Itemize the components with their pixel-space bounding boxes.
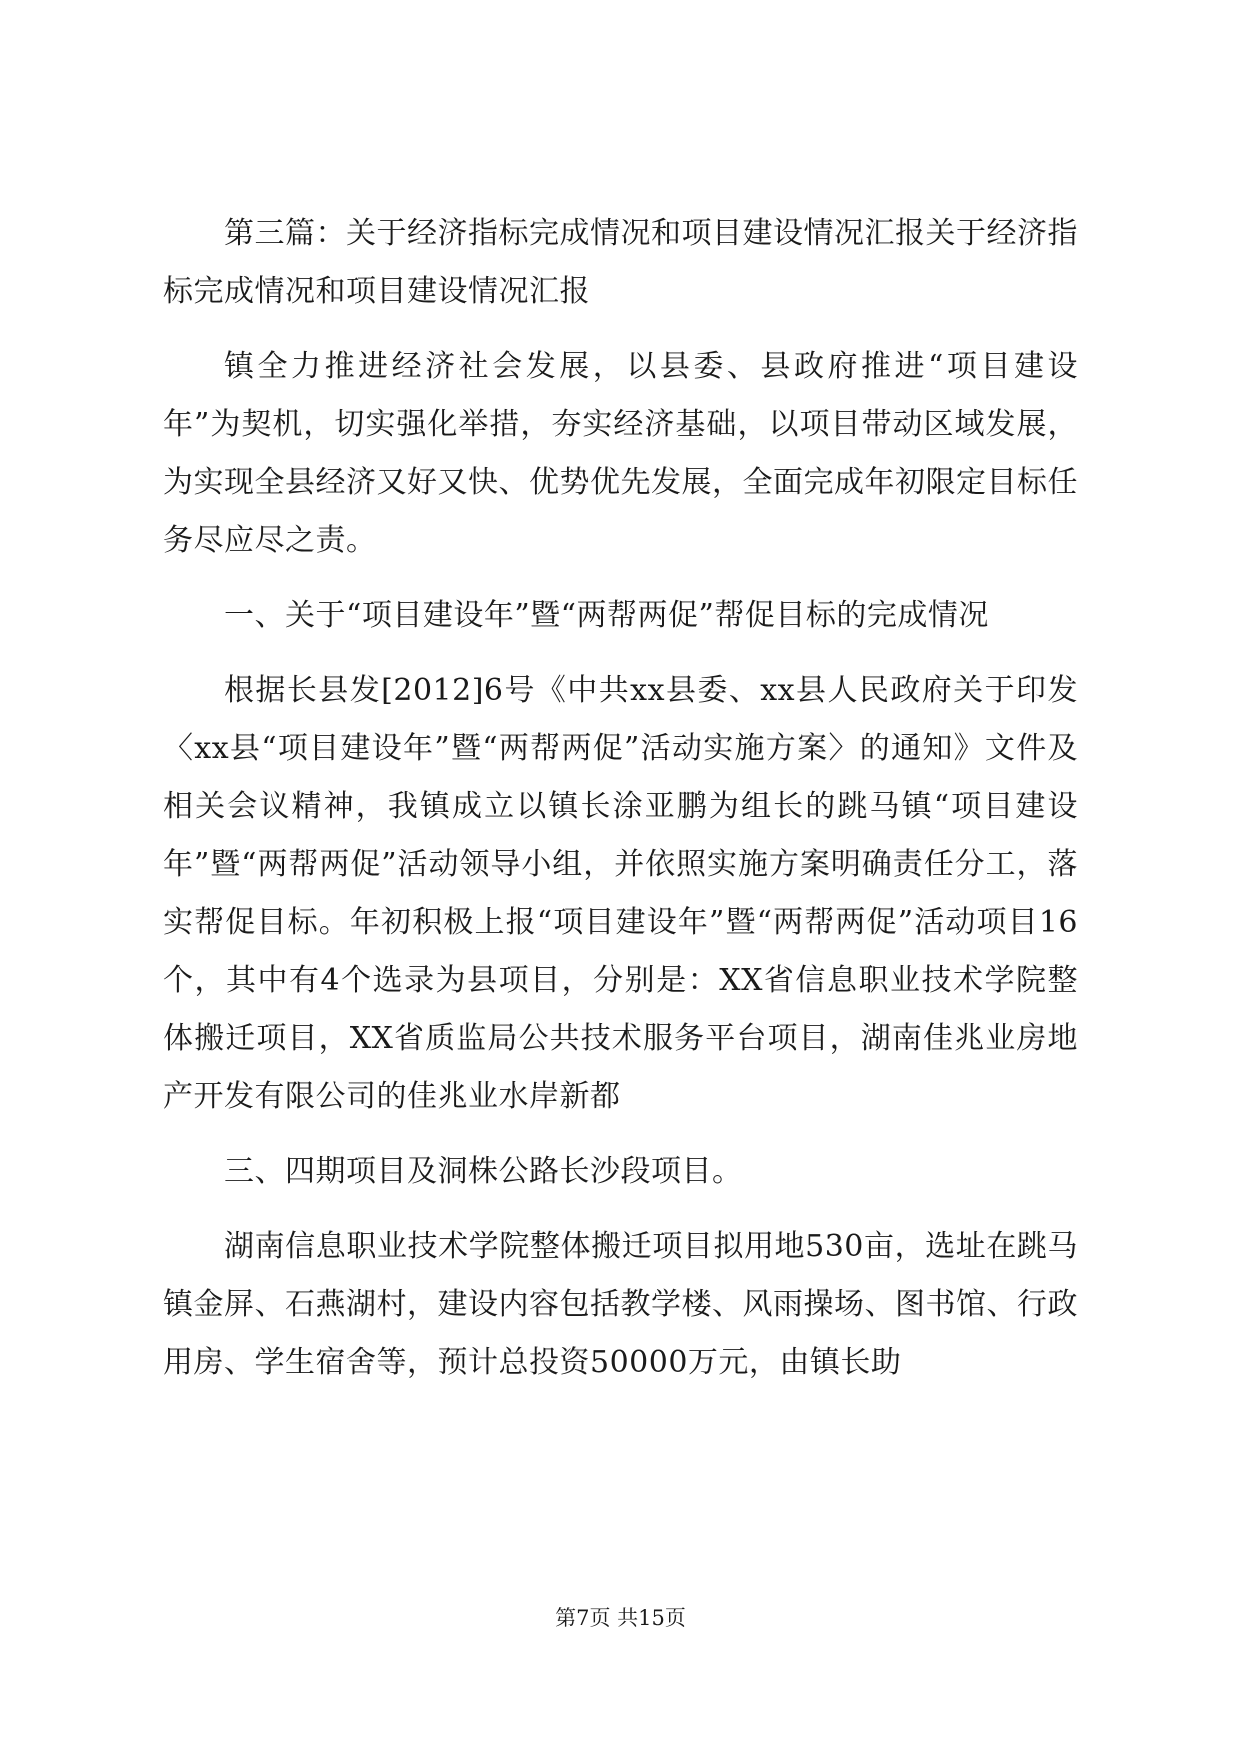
body-paragraph: 根据长县发[2012]6号《中共xx县委、xx县人民政府关于印发〈xx县“项目建设年”暨“两帮两促”活动实施方案〉的通知》文件及相关会议精神，我镇成立以镇长涂亚鹏为组长的跳马镇“项目建设年”暨“两帮两促”活动领导小组，并依照实施方案明确责任分工，落实帮促目标。年初积极上报“项目建设年”暨“两帮两促”活动项目16个，其中有4个选录为县项目，分别是：XX省信息职业技术学院整体搬迁项目，XX省质监局公共技术服务平台项目，湖南佳兆业房地产开发有限公司的佳兆业水岸新都 bbox=[163, 673, 1078, 1114]
page-number-footer: 第7页 共15页 bbox=[555, 1606, 686, 1630]
intro-paragraph: 镇全力推进经济社会发展，以县委、县政府推进“项目建设年”为契机，切实强化举措，夯实经济基础，以项目带动区域发展，为实现全县经济又好又快、优势优先发展，全面完成年初限定目标任务尽应尽之责。 bbox=[163, 349, 1078, 558]
body-paragraph: 三、四期项目及洞株公路长沙段项目。 bbox=[224, 1154, 743, 1189]
document-body bbox=[163, 205, 1078, 1409]
section-heading-paragraph: 一、关于“项目建设年”暨“两帮两促”帮促目标的完成情况 bbox=[224, 598, 989, 633]
body-paragraph: 湖南信息职业技术学院整体搬迁项目拟用地530亩，选址在跳马镇金屏、石燕湖村，建设内容包括教学楼、风雨操场、图书馆、行政用房、学生宿舍等，预计总投资50000万元，由镇长助 bbox=[163, 1229, 1078, 1380]
section-title-paragraph: 第三篇：关于经济指标完成情况和项目建设情况汇报关于经济指标完成情况和项目建设情况汇报 bbox=[163, 216, 1078, 309]
